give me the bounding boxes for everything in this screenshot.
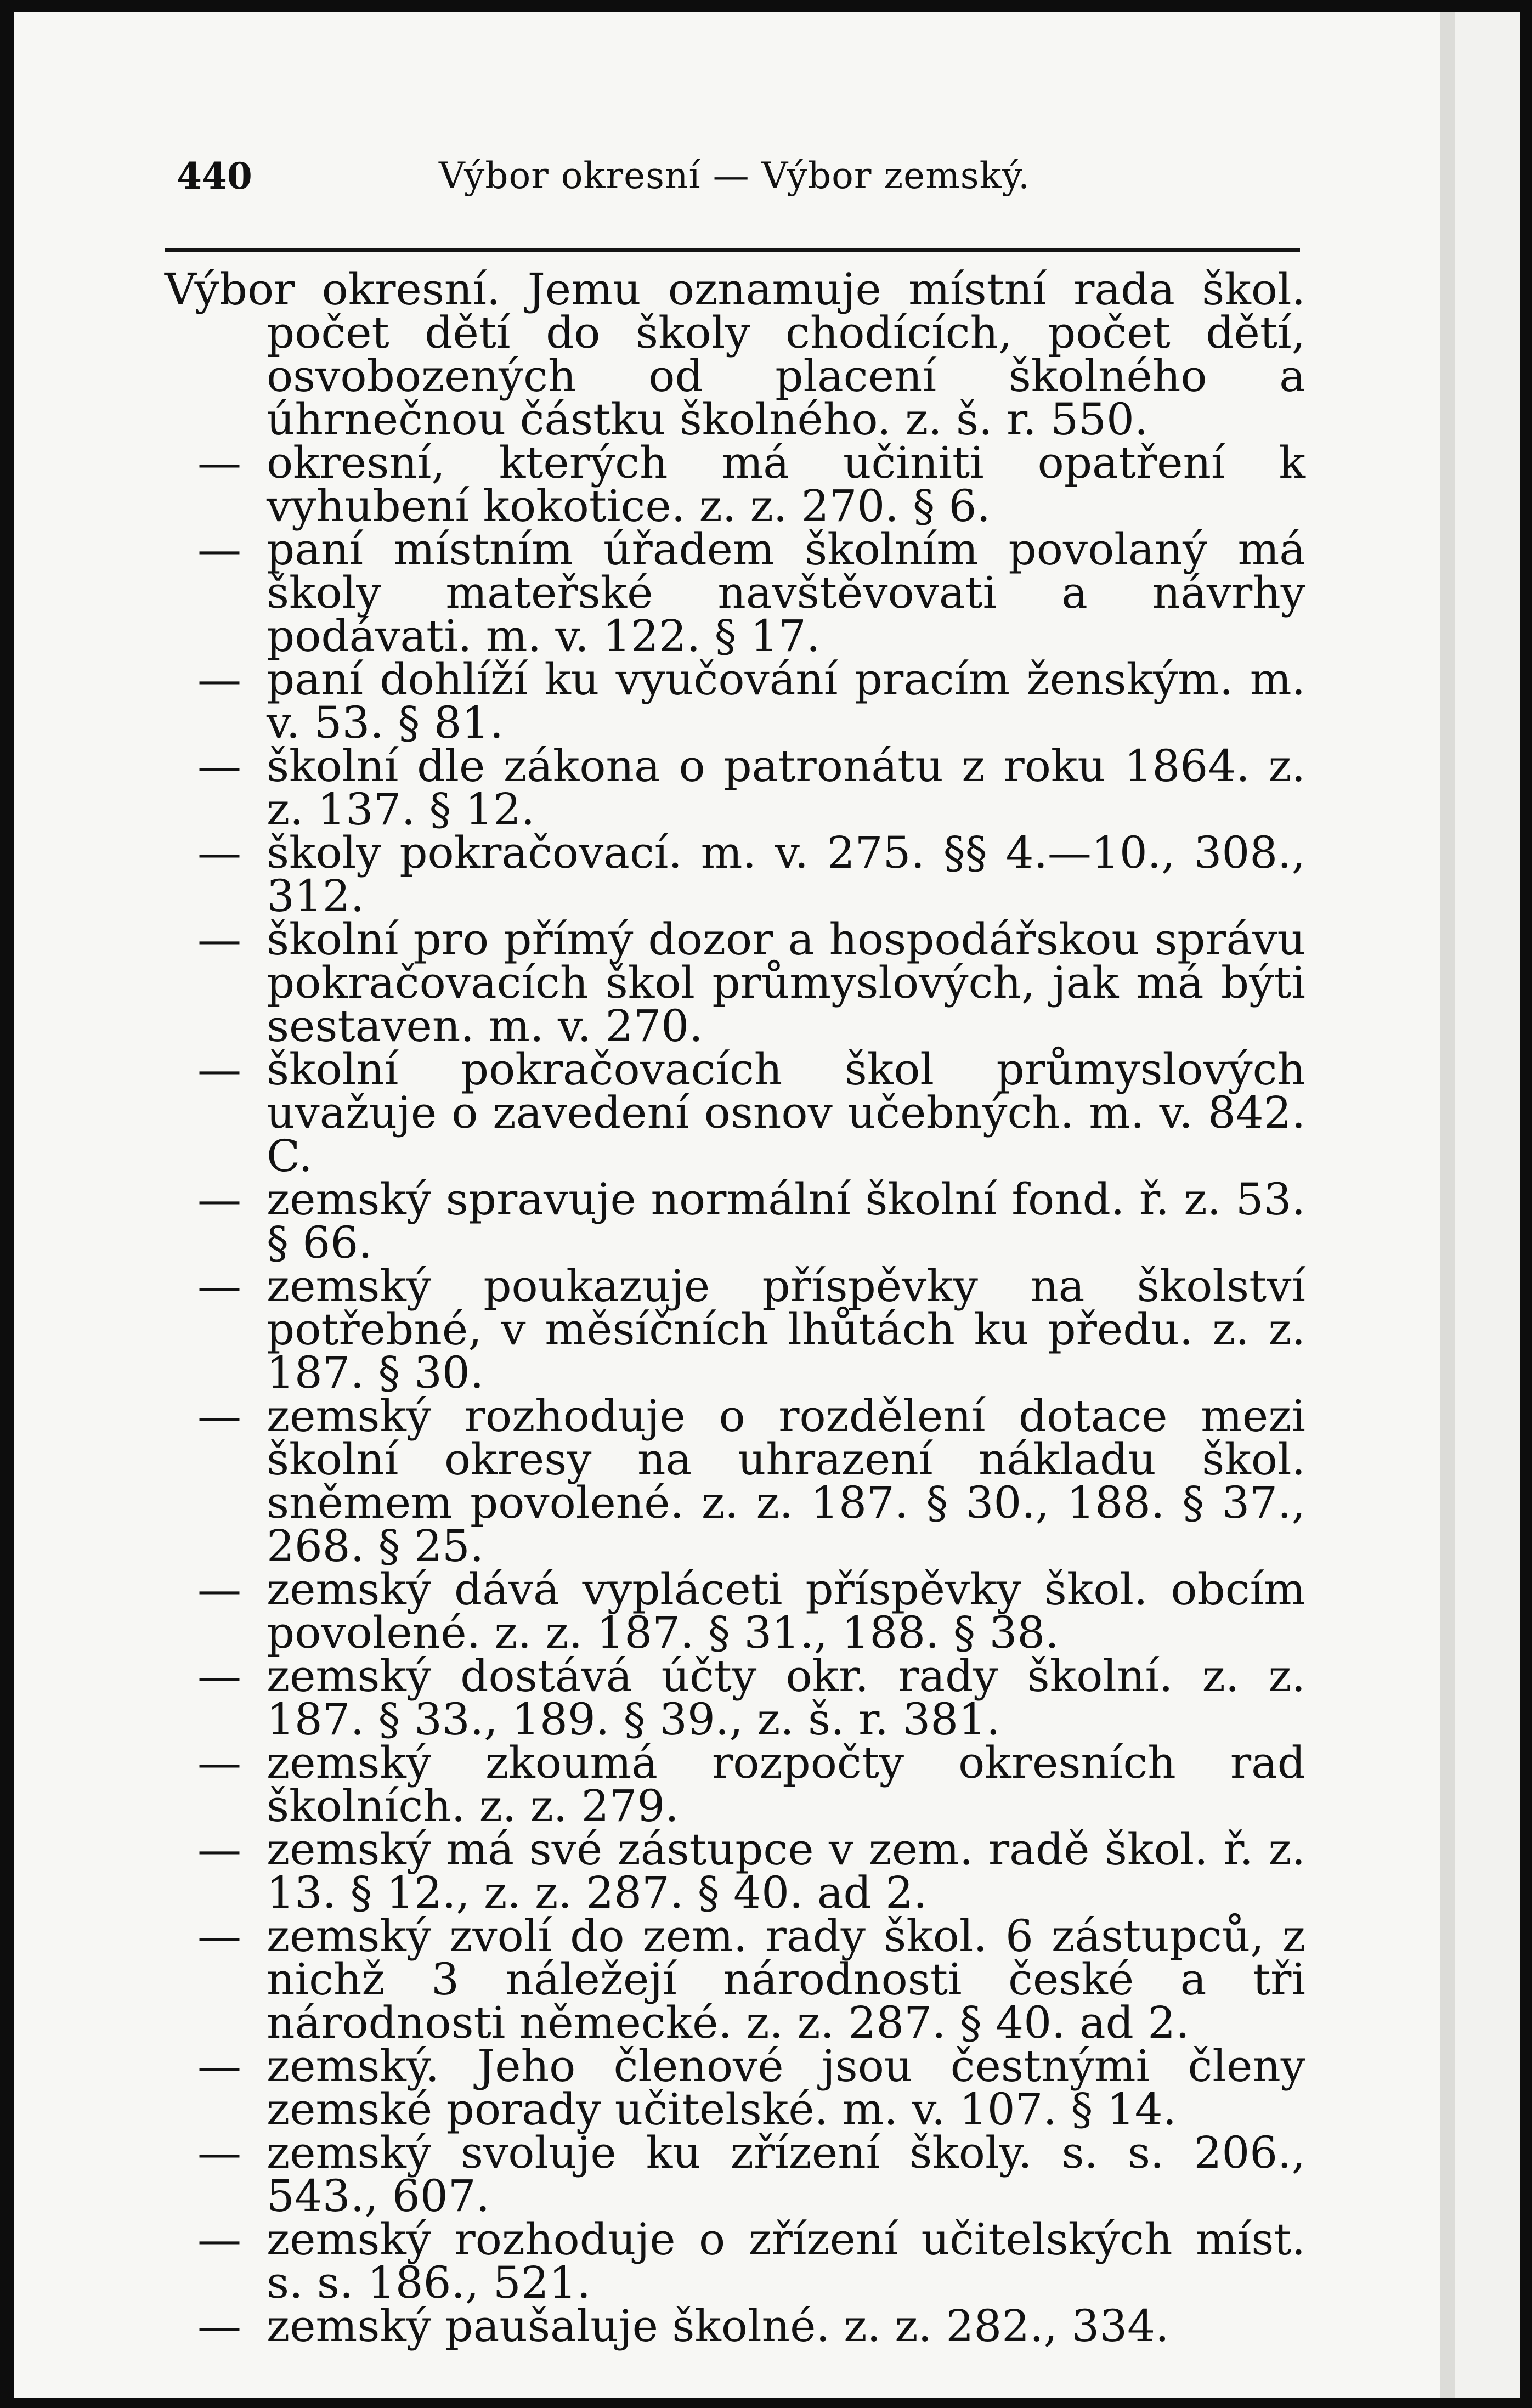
entry-dash: — — [197, 1910, 241, 1962]
entry-text: zemský zvolí do zem. rady škol. 6 zástupců, z nichž 3 náležejí národnosti české a tři národnosti německé. z. z. 287. § 40. ad 2. — [267, 1910, 1305, 2048]
index-entry — [165, 1910, 1305, 2048]
index-entry — [165, 1044, 1305, 1182]
index-entries — [165, 264, 1305, 2352]
page-edge-shadow — [1440, 12, 1455, 2398]
entry-text: zemský paušaluje školné. z. z. 282., 334. — [267, 2300, 1169, 2352]
index-entry — [165, 264, 1305, 445]
index-entry — [165, 437, 1305, 532]
entry-dash: — — [197, 2040, 241, 2092]
adjacent-page-strip — [1455, 12, 1520, 2398]
entry-dash: — — [197, 654, 241, 705]
entry-text: zemský rozhoduje o rozdělení dotace mezi školní okresy na uhrazení nákladu škol. sněmem povolené. z. z. 187. § 30., 188. § 37., 268. § 25. — [267, 1390, 1305, 1572]
index-entry — [165, 1174, 1305, 1268]
page-header — [165, 155, 1316, 204]
entry-text: školní pro přímý dozor a hospodářskou správu pokračovacích škol průmyslových, jak má býti sestaven. m. v. 270. — [267, 914, 1305, 1052]
entry-dash: — — [197, 914, 241, 965]
entry-dash: — — [197, 1564, 241, 1615]
page-number: 440 — [177, 155, 252, 197]
entry-text: školy pokračovací. m. v. 275. §§ 4.—10., 308., 312. — [267, 827, 1305, 922]
entry-dash: — — [197, 741, 241, 792]
entry-dash: — — [197, 2300, 241, 2352]
index-entry — [165, 1650, 1305, 1745]
index-entry — [165, 1260, 1305, 1398]
index-entry — [165, 2127, 1305, 2222]
entry-text: Výbor okresní. Jemu oznamuje místní rada škol. počet dětí do školy chodících, počet dětí, osvobozených od placení školného a úhrnečnou částku školného. z. š. r. 550. — [165, 264, 1305, 445]
entry-dash: — — [197, 1260, 241, 1312]
entry-text: školní pokračovacích škol průmyslových uvažuje o zavedení osnov učebných. m. v. 842. C. — [267, 1044, 1305, 1182]
entry-text: zemský poukazuje příspěvky na školství potřebné, v měsíčních lhůtách ku předu. z. z. 187. § 30. — [267, 1260, 1305, 1398]
entry-text: zemský rozhoduje o zřízení učitelských míst. s. s. 186., 521. — [267, 2214, 1305, 2308]
running-title: Výbor okresní — Výbor zemský. — [439, 155, 1031, 197]
entry-text: zemský svoluje ku zřízení školy. s. s. 206., 543., 607. — [267, 2127, 1305, 2222]
index-entry — [165, 2214, 1305, 2308]
entry-text: paní dohlíží ku vyučování pracím ženským. m. v. 53. § 81. — [267, 654, 1305, 748]
index-entry — [165, 1390, 1305, 1572]
entry-text: zemský dostává účty okr. rady školní. z. z. 187. § 33., 189. § 39., z. š. r. 381. — [267, 1650, 1305, 1745]
index-entry — [165, 524, 1305, 662]
entry-dash: — — [197, 827, 241, 878]
index-entry — [165, 914, 1305, 1052]
entry-text: zemský zkoumá rozpočty okresních rad školních. z. z. 279. — [267, 1737, 1305, 1832]
entry-dash: — — [197, 524, 241, 575]
index-entry — [165, 1564, 1305, 1658]
entry-dash: — — [197, 1044, 241, 1095]
entry-dash: — — [197, 1390, 241, 1442]
entry-text: školní dle zákona o patronátu z roku 1864. z. z. 137. § 12. — [267, 741, 1305, 835]
index-entry — [165, 2300, 1305, 2352]
entry-text: zemský spravuje normální školní fond. ř. z. 53. § 66. — [267, 1174, 1305, 1268]
index-entry — [165, 741, 1305, 835]
entry-text: zemský má své zástupce v zem. radě škol. ř. z. 13. § 12., z. z. 287. § 40. ad 2. — [267, 1824, 1305, 1918]
index-entry — [165, 1824, 1305, 1918]
entry-dash: — — [197, 1650, 241, 1702]
entry-dash: — — [197, 1824, 241, 1875]
entry-text: zemský dává vypláceti příspěvky škol. obcím povolené. z. z. 187. § 31., 188. § 38. — [267, 1564, 1305, 1658]
index-entry — [165, 827, 1305, 922]
entry-dash: — — [197, 437, 241, 488]
entry-dash: — — [197, 2214, 241, 2265]
entry-text: okresní, kterých má učiniti opatření k vyhubení kokotice. z. z. 270. § 6. — [267, 437, 1305, 532]
entry-dash: — — [197, 1737, 241, 1788]
index-entry — [165, 654, 1305, 748]
header-rule — [165, 248, 1300, 252]
entry-dash: — — [197, 2127, 241, 2178]
index-entry — [165, 1737, 1305, 1832]
entry-dash: — — [197, 1174, 241, 1225]
entry-text: zemský. Jeho členové jsou čestnými členy zemské porady učitelské. m. v. 107. § 14. — [267, 2040, 1305, 2135]
index-entry — [165, 2040, 1305, 2135]
entry-text: paní místním úřadem školním povolaný má školy mateřské navštěvovati a návrhy podávati. m. v. 122. § 17. — [267, 524, 1305, 662]
